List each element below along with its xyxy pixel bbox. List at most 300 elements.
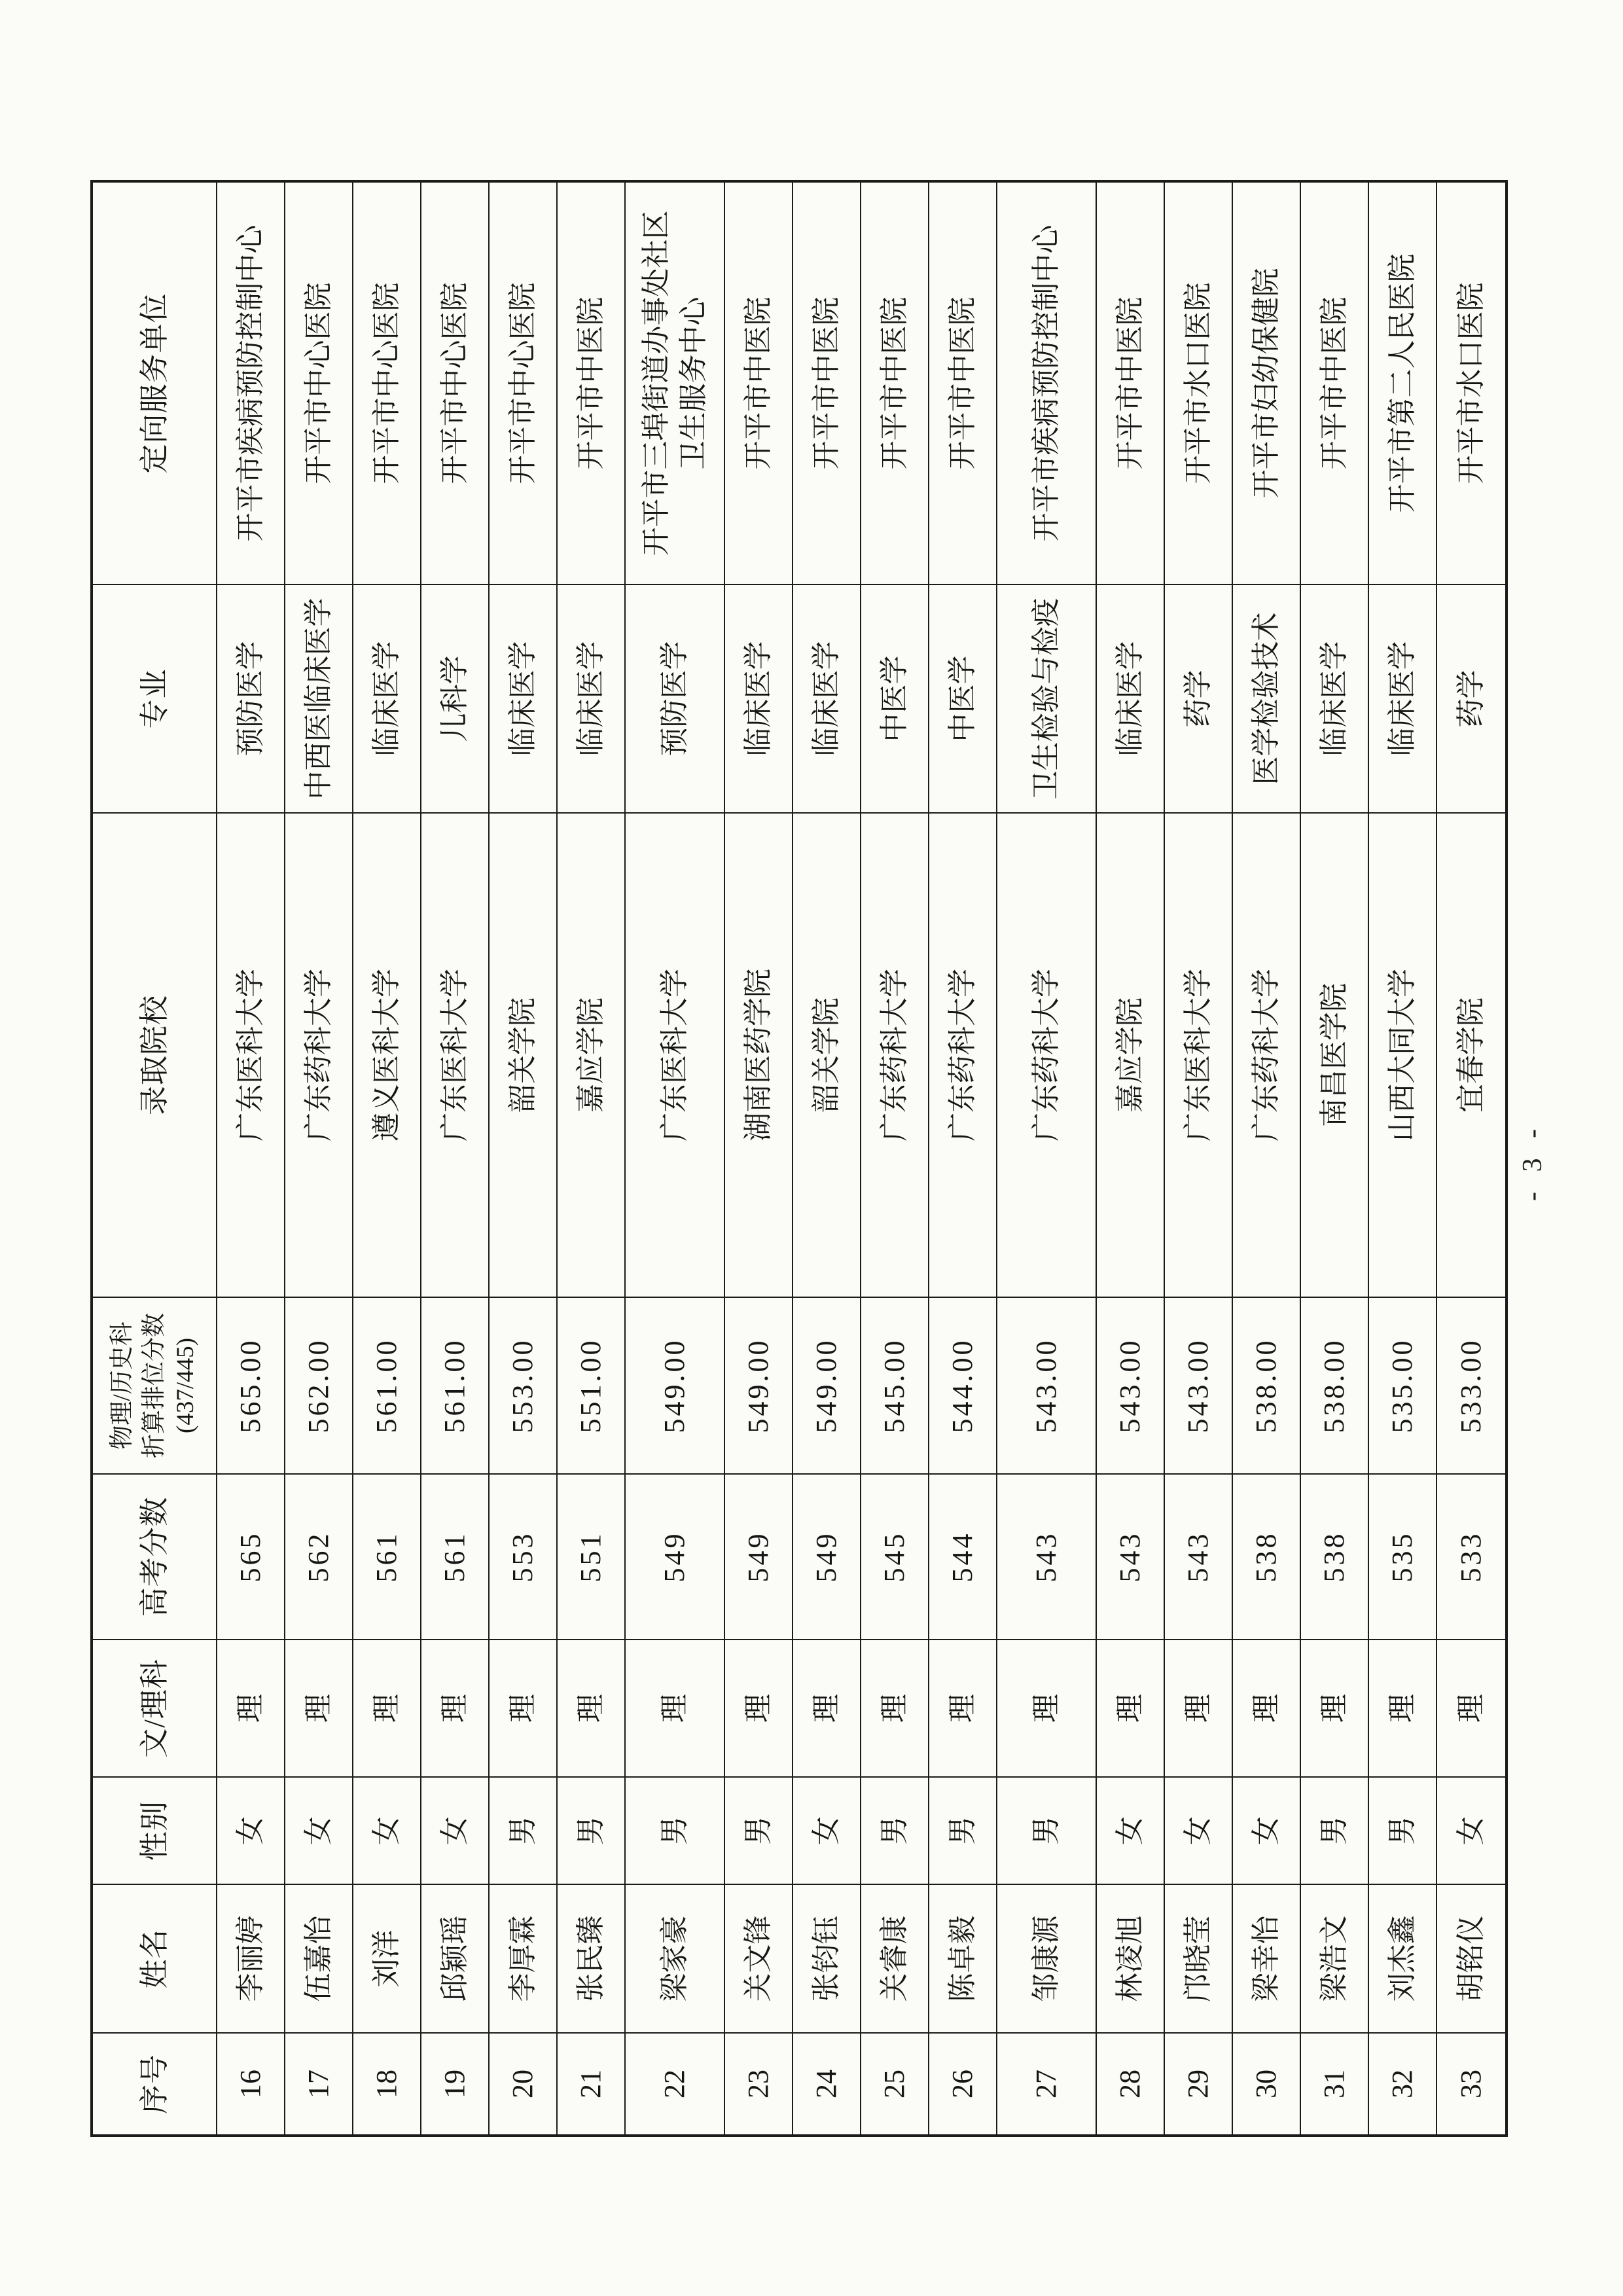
table-cell xyxy=(285,183,353,584)
cell-text: 545.00 xyxy=(878,1338,911,1433)
cell-text: 549.00 xyxy=(658,1338,691,1433)
table-cell xyxy=(353,1776,421,1884)
cell-text: 543 xyxy=(1114,1531,1147,1583)
column-header xyxy=(93,1884,217,2032)
cell-text: 林凌旭 xyxy=(1114,1915,1147,2002)
cell-text: 临床医学 xyxy=(1114,641,1147,757)
table-cell xyxy=(217,1473,285,1639)
cell-text: 男 xyxy=(1386,1816,1419,1845)
cell-text: 理 xyxy=(575,1694,607,1723)
table-cell xyxy=(1369,584,1437,812)
table-cell xyxy=(421,1884,490,2032)
cell-text: 中医学 xyxy=(878,655,911,742)
table-cell xyxy=(861,2032,929,2134)
table-cell xyxy=(353,1297,421,1473)
table-cell xyxy=(793,1776,861,1884)
table-cell xyxy=(217,1776,285,1884)
table-cell xyxy=(285,1297,353,1473)
column-header xyxy=(93,1776,217,1884)
page-number: - 3 - xyxy=(1518,1122,1548,1201)
table-cell xyxy=(1369,1639,1437,1776)
column-header xyxy=(93,2032,217,2134)
cell-text: 录取院校 xyxy=(137,995,171,1116)
table-cell xyxy=(1165,584,1233,812)
cell-text: 男 xyxy=(1030,1816,1063,1845)
cell-text: 刘杰鑫 xyxy=(1386,1915,1419,2002)
cell-text: 549.00 xyxy=(742,1338,775,1433)
cell-text: 男 xyxy=(1318,1816,1351,1845)
cell-text: 嘉应学院 xyxy=(1114,997,1147,1113)
table-cell xyxy=(1097,1473,1165,1639)
table-cell xyxy=(353,812,421,1297)
cell-text: 关睿康 xyxy=(878,1915,911,2002)
cell-text: 李丽婷 xyxy=(234,1915,267,2002)
table-cell xyxy=(217,812,285,1297)
table-cell xyxy=(1097,183,1165,584)
table-cell xyxy=(558,584,626,812)
table-cell xyxy=(421,1776,490,1884)
cell-text: 开平市中医院 xyxy=(742,296,775,470)
cell-text: 物理/历史科 xyxy=(108,1321,135,1450)
cell-text: 开平市中医院 xyxy=(878,296,911,470)
cell-text: 性别 xyxy=(137,1801,171,1861)
table-cell xyxy=(558,1473,626,1639)
cell-text: 邹康源 xyxy=(1030,1915,1063,2002)
cell-text: 549 xyxy=(658,1531,691,1583)
table-cell xyxy=(626,1776,725,1884)
table-cell xyxy=(285,1639,353,1776)
table-cell xyxy=(929,183,997,584)
table-cell xyxy=(1369,1776,1437,1884)
cell-text: 理 xyxy=(302,1694,335,1723)
cell-text: 折算排位分数 xyxy=(140,1313,168,1458)
cell-text: 姓名 xyxy=(137,1928,171,1989)
cell-text: 开平市中心医院 xyxy=(370,282,403,484)
table-cell xyxy=(1369,812,1437,1297)
cell-text: 专业 xyxy=(137,668,171,729)
cell-text: 预防医学 xyxy=(234,641,267,757)
cell-text: 女 xyxy=(234,1816,267,1845)
cell-text: 理 xyxy=(810,1694,843,1723)
table-cell xyxy=(421,812,490,1297)
table-cell xyxy=(1233,183,1301,584)
cell-text: 543 xyxy=(1182,1531,1215,1583)
cell-text: 549.00 xyxy=(810,1338,843,1433)
cell-text: 女 xyxy=(1455,1816,1488,1845)
cell-text: 545 xyxy=(878,1531,911,1583)
table-cell xyxy=(1301,1776,1369,1884)
cell-text: 理 xyxy=(234,1694,267,1723)
table-cell xyxy=(1369,1884,1437,2032)
table-cell xyxy=(929,2032,997,2134)
table-cell xyxy=(353,584,421,812)
cell-text: 开平市中心医院 xyxy=(507,282,539,484)
cell-text: 开平市第二人民医院 xyxy=(1386,253,1419,513)
table-row xyxy=(997,183,1097,2134)
table-cell xyxy=(421,183,490,584)
cell-text: 开平市妇幼保健院 xyxy=(1250,268,1283,499)
table-row xyxy=(861,183,929,2134)
table-cell xyxy=(490,812,558,1297)
cell-text: 女 xyxy=(1250,1816,1283,1845)
table-row xyxy=(490,183,558,2134)
table-row xyxy=(1165,183,1233,2134)
cell-text: 临床医学 xyxy=(507,641,539,757)
table-cell xyxy=(1301,1884,1369,2032)
table-cell xyxy=(1437,1776,1505,1884)
cell-text: 女 xyxy=(1114,1816,1147,1845)
cell-text: 538 xyxy=(1318,1531,1351,1583)
cell-text: 理 xyxy=(1182,1694,1215,1723)
table-cell xyxy=(861,183,929,584)
table-cell xyxy=(217,1639,285,1776)
table-cell xyxy=(353,183,421,584)
cell-text: 男 xyxy=(742,1816,775,1845)
cell-text: 561.00 xyxy=(438,1338,471,1433)
table-cell xyxy=(793,1639,861,1776)
cell-text: 临床医学 xyxy=(1386,641,1419,757)
cell-text: 25 xyxy=(878,2070,911,2098)
cell-text: 预防医学 xyxy=(658,641,691,757)
table-cell xyxy=(1437,183,1505,584)
table-cell xyxy=(997,1884,1097,2032)
table-cell xyxy=(558,183,626,584)
cell-text: 男 xyxy=(946,1816,979,1845)
cell-text: 广东医科大学 xyxy=(438,969,471,1141)
table-cell xyxy=(793,1884,861,2032)
cell-text: 高考分数 xyxy=(137,1496,171,1617)
cell-text: 开平市疾病预防控制中心 xyxy=(1030,224,1063,542)
cell-text: 定向服务单位 xyxy=(137,293,171,474)
table-cell xyxy=(725,1776,793,1884)
table-row xyxy=(793,183,861,2134)
cell-text: 24 xyxy=(810,2070,843,2098)
cell-text: 广东医科大学 xyxy=(1182,969,1215,1141)
cell-text: 544.00 xyxy=(946,1338,979,1433)
cell-text: 17 xyxy=(302,2070,335,2098)
table-cell xyxy=(1233,1639,1301,1776)
cell-text: 广东药科大学 xyxy=(1030,969,1063,1141)
cell-text: 理 xyxy=(507,1694,539,1723)
table-cell xyxy=(861,1776,929,1884)
cell-text: 理 xyxy=(878,1694,911,1723)
table-row xyxy=(1301,183,1369,2134)
cell-text: 561 xyxy=(370,1531,403,1583)
table-cell xyxy=(558,812,626,1297)
table-cell xyxy=(490,584,558,812)
table-cell xyxy=(725,1297,793,1473)
cell-text: 理 xyxy=(946,1694,979,1723)
table-cell xyxy=(217,1297,285,1473)
table-cell xyxy=(1097,584,1165,812)
cell-text: 遵义医科大学 xyxy=(370,969,403,1141)
table-cell xyxy=(997,183,1097,584)
table-cell xyxy=(353,2032,421,2134)
table-cell xyxy=(1233,1884,1301,2032)
table-cell xyxy=(1233,1776,1301,1884)
cell-text: 嘉应学院 xyxy=(575,997,607,1113)
table-row xyxy=(725,183,793,2134)
cell-text: 549 xyxy=(810,1531,843,1583)
table-cell xyxy=(490,183,558,584)
cell-text: 刘洋 xyxy=(370,1929,403,1988)
cell-text: 理 xyxy=(742,1694,775,1723)
table-cell xyxy=(490,1884,558,2032)
table-cell xyxy=(217,2032,285,2134)
cell-text: 565.00 xyxy=(234,1338,267,1433)
table-cell xyxy=(558,1639,626,1776)
table-cell xyxy=(793,812,861,1297)
cell-text: 553 xyxy=(507,1531,539,1583)
table-cell xyxy=(490,1297,558,1473)
cell-text: 562 xyxy=(302,1531,335,1583)
cell-text: 544 xyxy=(946,1531,979,1583)
table-cell xyxy=(421,1639,490,1776)
table-cell xyxy=(285,1884,353,2032)
cell-text: 男 xyxy=(507,1816,539,1845)
table-cell xyxy=(1097,812,1165,1297)
table-cell xyxy=(1437,1639,1505,1776)
table-cell xyxy=(929,584,997,812)
cell-text: 18 xyxy=(370,2070,403,2098)
cell-text: 开平市中医院 xyxy=(575,296,607,470)
table-cell xyxy=(1165,2032,1233,2134)
table-cell xyxy=(1301,1297,1369,1473)
cell-text: 广东医科大学 xyxy=(234,969,267,1141)
table-cell xyxy=(626,183,725,584)
table-cell xyxy=(997,1639,1097,1776)
cell-text: 中西医临床医学 xyxy=(302,598,335,800)
table-cell xyxy=(793,2032,861,2134)
cell-text: 33 xyxy=(1455,2070,1488,2098)
table-cell xyxy=(861,812,929,1297)
cell-text: 卫生服务中心 xyxy=(677,296,709,470)
table-cell xyxy=(1369,183,1437,584)
table-cell xyxy=(1097,2032,1165,2134)
cell-text: 理 xyxy=(1030,1694,1063,1723)
table-cell xyxy=(793,183,861,584)
table-cell xyxy=(1165,1473,1233,1639)
header-row xyxy=(93,183,217,2134)
table-row xyxy=(1097,183,1165,2134)
table-cell xyxy=(725,1884,793,2032)
cell-text: 开平市水口医院 xyxy=(1182,282,1215,484)
cell-text: 女 xyxy=(438,1816,471,1845)
table-cell xyxy=(1437,2032,1505,2134)
cell-text: 开平市中医院 xyxy=(1114,296,1147,470)
cell-text: 邝晓莹 xyxy=(1182,1915,1215,2002)
table-cell xyxy=(490,1473,558,1639)
cell-text: 562.00 xyxy=(302,1338,335,1433)
cell-text: 理 xyxy=(1114,1694,1147,1723)
cell-text: 549 xyxy=(742,1531,775,1583)
table-cell xyxy=(861,1473,929,1639)
cell-text: 543.00 xyxy=(1114,1338,1147,1433)
table-cell xyxy=(861,1297,929,1473)
table-cell xyxy=(1097,1297,1165,1473)
table-cell xyxy=(217,1884,285,2032)
table-cell xyxy=(725,183,793,584)
table-cell xyxy=(1301,1473,1369,1639)
table-cell xyxy=(626,1639,725,1776)
cell-text: 理 xyxy=(438,1694,471,1723)
cell-text: 开平市中心医院 xyxy=(438,282,471,484)
table-cell xyxy=(421,1297,490,1473)
table-cell xyxy=(626,1297,725,1473)
column-header xyxy=(93,1639,217,1776)
cell-text: 陈卓毅 xyxy=(946,1915,979,2002)
table-cell xyxy=(1301,584,1369,812)
cell-text: 31 xyxy=(1318,2070,1351,2098)
table-row xyxy=(558,183,626,2134)
table-cell xyxy=(1165,1884,1233,2032)
table-cell xyxy=(1437,584,1505,812)
table-cell xyxy=(725,1639,793,1776)
column-header xyxy=(93,1297,217,1473)
table-row xyxy=(285,183,353,2134)
cell-text: 胡铭仪 xyxy=(1455,1915,1488,2002)
cell-text: 梁家豪 xyxy=(658,1915,691,2002)
cell-text: 553.00 xyxy=(507,1338,539,1433)
cell-text: 开平市三埠街道办事处社区 xyxy=(639,210,672,556)
table-cell xyxy=(626,584,725,812)
cell-text: 女 xyxy=(370,1816,403,1845)
cell-text: 26 xyxy=(946,2070,979,2098)
cell-text: 561.00 xyxy=(370,1338,403,1433)
table-cell xyxy=(861,584,929,812)
table-cell xyxy=(1369,1473,1437,1639)
table-cell xyxy=(558,1297,626,1473)
table-cell xyxy=(1301,812,1369,1297)
cell-text: 开平市中医院 xyxy=(1318,296,1351,470)
cell-text: 儿科学 xyxy=(438,655,471,742)
cell-text: 卫生检验与检疫 xyxy=(1030,598,1063,800)
cell-text: 山西大同大学 xyxy=(1386,969,1419,1141)
table-cell xyxy=(929,1297,997,1473)
table-cell xyxy=(353,1473,421,1639)
table-cell xyxy=(421,2032,490,2134)
table-row xyxy=(929,183,997,2134)
cell-text: 临床医学 xyxy=(810,641,843,757)
table-cell xyxy=(725,584,793,812)
cell-text: 理 xyxy=(370,1694,403,1723)
table-cell xyxy=(1097,1639,1165,1776)
cell-text: 538 xyxy=(1250,1531,1283,1583)
table-cell xyxy=(1437,1473,1505,1639)
cell-text: 女 xyxy=(302,1816,335,1845)
cell-text: 理 xyxy=(1318,1694,1351,1723)
table-cell xyxy=(1097,1884,1165,2032)
cell-text: 20 xyxy=(507,2070,539,2098)
table-cell xyxy=(1369,1297,1437,1473)
table-cell xyxy=(285,1776,353,1884)
table-cell xyxy=(285,2032,353,2134)
table-cell xyxy=(1165,1776,1233,1884)
cell-text: 序号 xyxy=(137,2054,171,2115)
cell-text: 开平市中医院 xyxy=(946,296,979,470)
cell-text: 湖南医药学院 xyxy=(742,969,775,1141)
table-cell xyxy=(997,1473,1097,1639)
cell-text: 543 xyxy=(1030,1531,1063,1583)
cell-text: 30 xyxy=(1250,2070,1283,2098)
table-cell xyxy=(997,584,1097,812)
table-cell xyxy=(1301,1639,1369,1776)
cell-text: 32 xyxy=(1386,2070,1419,2098)
cell-text: 张民臻 xyxy=(575,1915,607,2002)
table-cell xyxy=(929,1473,997,1639)
table-cell xyxy=(997,1297,1097,1473)
cell-text: 开平市疾病预防控制中心 xyxy=(234,224,267,542)
cell-text: 561 xyxy=(438,1531,471,1583)
table-cell xyxy=(626,812,725,1297)
table-cell xyxy=(725,2032,793,2134)
table-row xyxy=(1369,183,1437,2134)
cell-text: 梁幸怡 xyxy=(1250,1915,1283,2002)
table-cell xyxy=(626,1884,725,2032)
cell-text: 535 xyxy=(1386,1531,1419,1583)
cell-text: 565 xyxy=(234,1531,267,1583)
cell-text: 女 xyxy=(1182,1816,1215,1845)
cell-text: 535.00 xyxy=(1386,1338,1419,1433)
table-cell xyxy=(793,584,861,812)
cell-text: 临床医学 xyxy=(742,641,775,757)
cell-text: 临床医学 xyxy=(370,641,403,757)
table-cell xyxy=(1437,812,1505,1297)
table-cell xyxy=(353,1884,421,2032)
table-cell xyxy=(421,584,490,812)
cell-text: 开平市中医院 xyxy=(810,296,843,470)
cell-text: 理 xyxy=(1455,1694,1488,1723)
table-cell xyxy=(861,1884,929,2032)
cell-text: 广东药科大学 xyxy=(878,969,911,1141)
table-cell xyxy=(421,1473,490,1639)
table-cell xyxy=(1301,2032,1369,2134)
column-header xyxy=(93,584,217,812)
table-cell xyxy=(285,584,353,812)
table-cell xyxy=(725,1473,793,1639)
table-row xyxy=(421,183,490,2134)
cell-text: 宜春学院 xyxy=(1455,997,1488,1113)
cell-text: (437/445) xyxy=(172,1338,200,1433)
table-cell xyxy=(929,1639,997,1776)
table-cell xyxy=(929,812,997,1297)
table-row xyxy=(626,183,725,2134)
table-cell xyxy=(490,2032,558,2134)
table-cell xyxy=(725,812,793,1297)
cell-text: 关文锋 xyxy=(742,1915,775,2002)
cell-text: 临床医学 xyxy=(575,641,607,757)
cell-text: 韶关学院 xyxy=(507,997,539,1113)
cell-text: 广东药科大学 xyxy=(302,969,335,1141)
cell-text: 药学 xyxy=(1182,670,1215,728)
cell-text: 23 xyxy=(742,2070,775,2098)
cell-text: 医学检验技术 xyxy=(1250,612,1283,785)
cell-text: 广东药科大学 xyxy=(1250,969,1283,1141)
table-cell xyxy=(1097,1776,1165,1884)
table-cell xyxy=(558,1884,626,2032)
cell-text: 文/理科 xyxy=(137,1659,171,1758)
table-row xyxy=(353,183,421,2134)
table-cell xyxy=(1437,1297,1505,1473)
table-cell xyxy=(997,812,1097,1297)
cell-text: 临床医学 xyxy=(1318,641,1351,757)
table-cell xyxy=(558,1776,626,1884)
table-row xyxy=(217,183,285,2134)
cell-text: 男 xyxy=(878,1816,911,1845)
cell-text: 533.00 xyxy=(1455,1338,1488,1433)
cell-text: 广东医科大学 xyxy=(658,969,691,1141)
cell-text: 543.00 xyxy=(1182,1338,1215,1433)
